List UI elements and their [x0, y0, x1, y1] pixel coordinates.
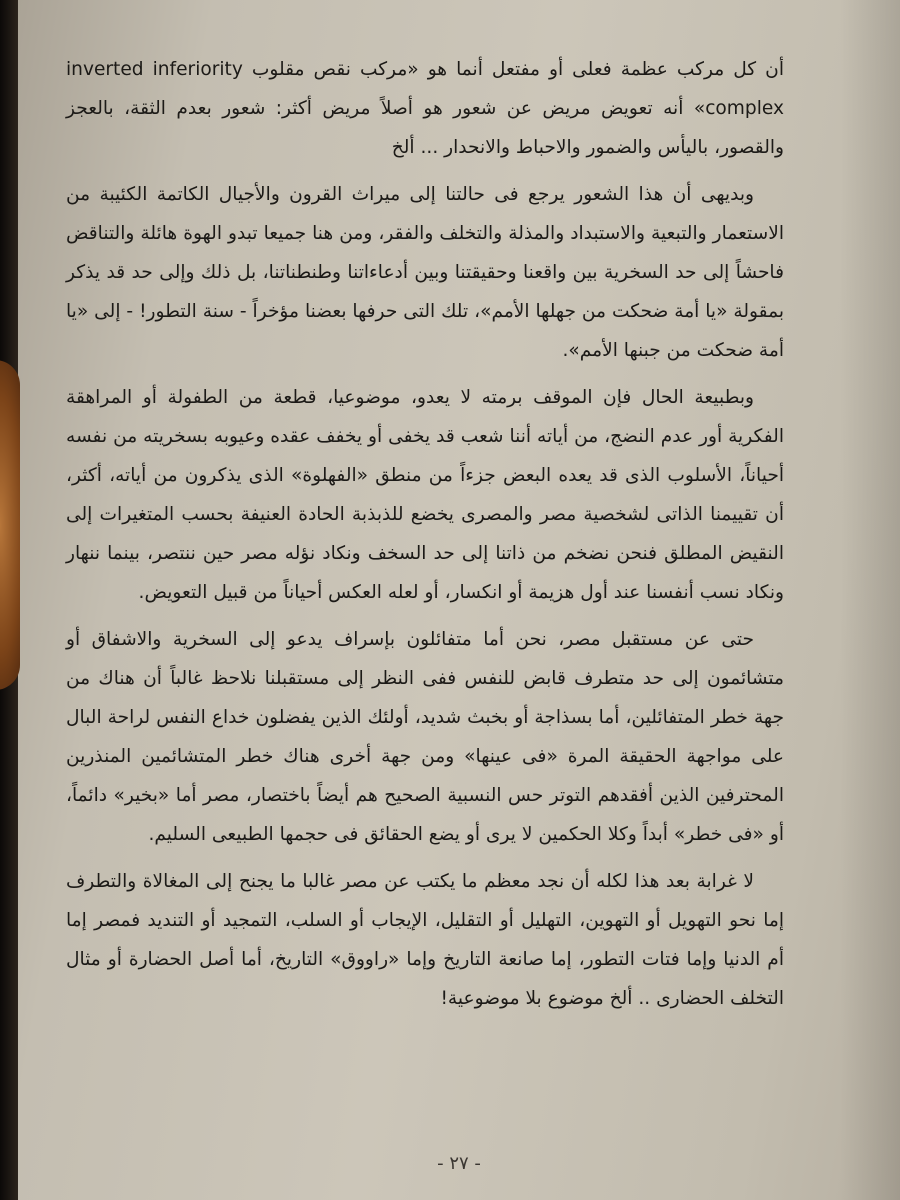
paragraph-5: لا غرابة بعد هذا لكله أن نجد معظم ما يكتب عن مصر غالبا ما يجنح إلى المغالاة والتطرف إما نحو التهويل أو التهوين، التهليل أو التقليل، الإيجاب أو السلب، التمجيد أو التنديد فمصر إما أم الدنيا وإما فتات التطور، إما صانعة التاريخ وإما «راووق» التاريخ، أما أصل الحضارة أو مثال التخلف الحضارى .. ألخ موضوع بلا موضوعية!: [66, 871, 784, 1009]
paragraph-1: أن كل مركب عظمة فعلى أو مفتعل أنما هو «مركب نقص مقلوب inverted inferiority complex» أنه تعويض مريض عن شعور هو أصلاً مريض أكثر: شعور بعدم الثقة، بالعجز والقصور، باليأس والضمور والاحباط والانحدار ... ألخ: [66, 59, 784, 158]
page-body: [66, 50, 784, 1018]
paragraph-2: وبديهى أن هذا الشعور يرجع فى حالتنا إلى ميراث القرون والأجيال الكاتمة الكئيبة من الاستعمار والتبعية والاستبداد والمذلة والتخلف والفقر، ومن هنا جميعا تبدو الهوة هائلة والتناقض فاحشاً إلى حد السخرية بين واقعنا وحقيقتنا وبين أدعاءاتنا وطنطناتنا، بل ذلك وإلى حد قد يذكر بمقولة «يا أمة ضحكت من جهلها الأمم»، تلك التى حرفها بعضنا مؤخراً - سنة التطور! - إلى «يا أمة ضحكت من جبنها الأمم».: [66, 184, 784, 361]
paragraph-3: وبطبيعة الحال فإن الموقف برمته لا يعدو، موضوعيا، قطعة من الطفولة أو المراهقة الفكرية أور عدم النضج، من أياته أننا شعب قد يخفى أو يخفف عقده وعيوبه بسخريته من نفسه أحياناً، الأسلوب الذى قد يعده البعض جزءاً من منطق «الفهلوة» الذى يذكرون من أياته، أكثر، أن تقييمنا الذاتى لشخصية مصر والمصرى يخضع للذبذبة الحادة العنيفة بحسب المتغيرات إلى النقيض المطلق فنحن نضخم من ذاتنا إلى حد السخف ونكاد نؤله مصر حين ننتصر، بينما ننهار ونكاد نسب أنفسنا عند أول هزيمة أو انكسار، أو لعله العكس أحياناً من قبيل التعويض.: [66, 387, 784, 603]
book-page: [18, 0, 900, 1200]
page-number: - ٢٧ -: [437, 1153, 481, 1174]
finger-shadow: [0, 360, 20, 690]
page-edge-shadow: [840, 0, 900, 1200]
paragraph-4: حتى عن مستقبل مصر، نحن أما متفائلون بإسراف يدعو إلى السخرية والاشفاق أو متشائمون إلى حد متطرف قابض للنفس ففى النظر إلى مستقبلنا نلاحظ غالباً أن هناك من جهة خطر المتفائلين، أما بسذاجة أو بخبث شديد، أولئك الذين يفضلون خداع النفس لراحة البال على مواجهة الحقيقة المرة «فى عينها» ومن جهة أخرى هناك خطر المتشائمين المنذرين المحترفين الذين أفقدهم التوتر حس النسبية الصحيح هم أيضاً باختصار، مصر أما «بخير» دائماً، أو «فى خطر» أبداً وكلا الحكمين لا يرى أو يضع الحقائق فى حجمها الطبيعى السليم.: [66, 629, 784, 845]
